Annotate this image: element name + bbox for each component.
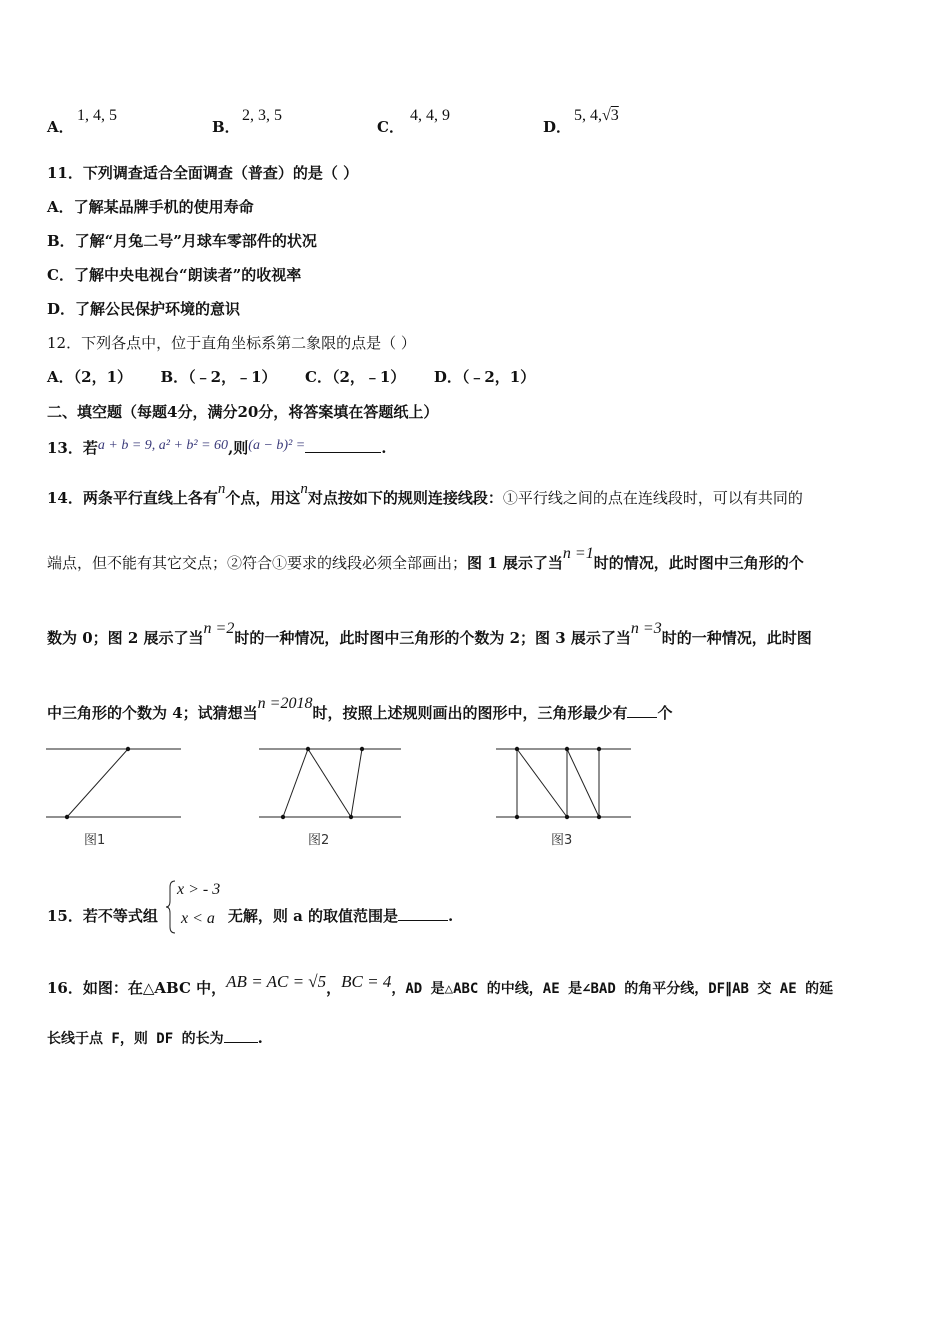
q10-option-d-value: 5, 4,√3 (574, 107, 619, 124)
q10-option-c-value: 4, 4, 9 (410, 107, 450, 124)
q13: 13．若a + b = 9, a² + b² = 60,则(a − b)² = . (47, 438, 387, 457)
figure-3-label: 图3 (551, 833, 573, 848)
q12-option-d: D．（﹣2，1） (433, 368, 536, 386)
q15: 15．若不等式组 无解，则 a 的取值范围是 . (47, 907, 454, 925)
q15-answer-blank[interactable] (398, 906, 448, 921)
q13-equation: a + b = 9, a² + b² = 60 (97, 438, 229, 453)
q10-option-b-letter: B． (212, 118, 240, 136)
q11-option-d: D．了解公民保护环境的意识 (47, 300, 241, 318)
sqrt-icon: √ (602, 107, 611, 124)
q16-answer-blank[interactable] (224, 1028, 258, 1043)
q10-option-b-value: 2, 3, 5 (242, 107, 282, 124)
q12-option-a: A．（2，1） (47, 368, 133, 386)
q16-math-1: AB = AC = √5 (226, 972, 327, 991)
q11-stem: 11．下列调查适合全面调查（普查）的是（ ） (47, 164, 359, 182)
q10-option-a-letter: A． (47, 118, 74, 136)
q16-line-1: 16．如图：在△ABC 中，AB = AC = √5，BC = 4，AD 是△ABC 的中线，AE 是∠BAD 的角平分线，DF∥AB 交 AE 的延 (47, 972, 834, 997)
q12-options (47, 366, 535, 387)
q13-answer-blank[interactable] (305, 438, 381, 453)
q10-option-c-letter: C． (377, 118, 404, 136)
q16-line-2: 长线于点 F，则 DF 的长为 . (47, 1029, 263, 1047)
q12-option-b: B．（﹣2，﹣1） (160, 368, 277, 386)
figure-1 (46, 747, 181, 819)
section-heading: 二、填空题（每题4分，满分20分，将答案填在答题纸上） (47, 403, 439, 421)
figure-2 (259, 747, 401, 819)
q14-line-4: 中三角形的个数为 4；试猜想当n =2018时，按照上述规则画出的图形中，三角形最少有 个 (47, 695, 673, 722)
q14-answer-blank[interactable] (627, 703, 657, 718)
q14-line-1: 14．两条平行直线上各有n个点，用这n对点按如下的规则连接线段：①平行线之间的点在连线段时，可以有共同的 (47, 481, 803, 507)
q12-option-c: C．（2，﹣1） (305, 368, 406, 386)
q11-option-a: A．了解某品牌手机的使用寿命 (47, 198, 254, 216)
q10-option-a-value: 1, 4, 5 (77, 107, 117, 124)
q14-figures (40, 740, 660, 830)
q12-stem: 12．下列各点中，位于直角坐标系第二象限的点是（ ） (47, 334, 416, 352)
q11-option-c: C．了解中央电视台“朗读者”的收视率 (47, 266, 302, 284)
q15-inequality-1: x > - 3 (177, 881, 221, 898)
q13-expression: (a − b)² = (248, 438, 306, 453)
q14-line-2: 端点，但不能有其它交点；②符合①要求的线段必须全部画出；图 1 展示了当n =1时的情况，此时图中三角形的个 (47, 545, 804, 572)
q15-inequality-2: x < a (181, 910, 215, 927)
q11-option-b: B．了解“月兔二号”月球车零部件的状况 (47, 232, 317, 250)
q10-option-d-letter: D． (543, 118, 572, 136)
figure-3 (496, 747, 631, 819)
q14-line-3: 数为 0；图 2 展示了当n =2时的一种情况，此时图中三角形的个数为 2；图 3 展示了当n =3时的一种情况，此时图 (47, 620, 812, 647)
figure-1-label: 图1 (84, 833, 106, 848)
q16-math-2: BC = 4 (341, 972, 392, 991)
figure-2-label: 图2 (308, 833, 330, 848)
q15-brace-icon (165, 879, 177, 935)
